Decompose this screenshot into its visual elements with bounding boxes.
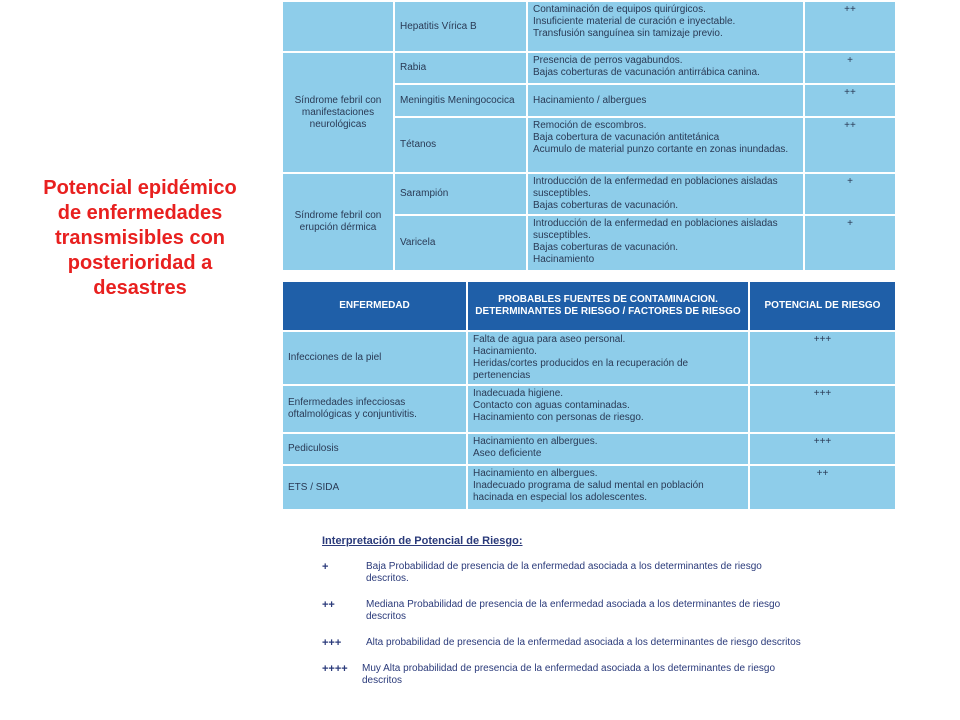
table-row	[282, 52, 896, 84]
legend-item	[322, 599, 802, 623]
disease-cell: Enfermedades infecciosas oftalmológicas y conjuntivitis.	[282, 385, 467, 433]
legend-item	[322, 561, 802, 585]
disease-cell: Infecciones de la piel	[282, 331, 467, 385]
table-row	[282, 331, 896, 385]
factors-cell: Falta de agua para aseo personal. Hacinamiento. Heridas/cortes producidos en la recuperación de pertenencias	[467, 331, 749, 385]
table-row	[282, 173, 896, 215]
table-row	[282, 465, 896, 510]
disease-cell: Meningitis Meningococica	[394, 84, 527, 117]
diseases-table-1	[281, 0, 897, 272]
legend-symbol: +	[322, 561, 329, 573]
factors-cell: Remoción de escombros. Baja cobertura de vacunación antitetánica Acumulo de material punzo cortante en zonas inundadas.	[527, 117, 804, 173]
legend-text: Baja Probabilidad de presencia de la enfermedad asociada a los determinantes de riesgo descritos.	[366, 561, 762, 584]
legend-item	[322, 663, 802, 687]
diseases-table-2	[281, 280, 897, 511]
risk-cell: +	[804, 52, 896, 84]
factors-cell: Introducción de la enfermedad en poblaciones aisladas susceptibles. Bajas coberturas de vacunación. Hacinamiento	[527, 215, 804, 271]
column-header: POTENCIAL DE RIESGO	[749, 281, 896, 331]
factors-cell: Introducción de la enfermedad en poblaciones aisladas susceptibles. Bajas coberturas de vacunación.	[527, 173, 804, 215]
factors-cell: Hacinamiento / albergues	[527, 84, 804, 117]
disease-cell: Rabia	[394, 52, 527, 84]
risk-cell: ++	[804, 84, 896, 117]
legend-text: Alta probabilidad de presencia de la enfermedad asociada a los determinantes de riesgo descritos	[366, 637, 801, 648]
factors-cell: Hacinamiento en albergues. Inadecuado programa de salud mental en población hacinada en especial los adolescentes.	[467, 465, 749, 510]
legend-text: Muy Alta probabilidad de presencia de la enfermedad asociada a los determinantes de riesgo descritos	[362, 663, 776, 686]
factors-cell: Hacinamiento en albergues. Aseo deficiente	[467, 433, 749, 465]
risk-legend	[322, 535, 802, 701]
table-row	[282, 433, 896, 465]
disease-cell: Hepatitis Vírica B	[394, 1, 527, 52]
syndrome-cell: Síndrome febril con erupción dérmica	[282, 173, 394, 271]
legend-symbol: ++++	[322, 663, 348, 675]
legend-text: Mediana Probabilidad de presencia de la enfermedad asociada a los determinantes de riesgo descritos	[366, 599, 781, 622]
disease-cell: Tétanos	[394, 117, 527, 173]
risk-cell: ++	[804, 117, 896, 173]
legend-title: Interpretación de Potencial de Riesgo:	[322, 535, 523, 547]
factors-cell: Presencia de perros vagabundos. Bajas coberturas de vacunación antirrábica canina.	[527, 52, 804, 84]
syndrome-cell: Síndrome febril con manifestaciones neurológicas	[282, 52, 394, 173]
risk-cell: +	[804, 173, 896, 215]
legend-item	[322, 637, 802, 649]
table-header-row	[282, 281, 896, 331]
column-header: ENFERMEDAD	[282, 281, 467, 331]
table-row	[282, 1, 896, 52]
risk-cell: +++	[749, 433, 896, 465]
table-row	[282, 385, 896, 433]
risk-cell: +++	[749, 385, 896, 433]
column-header: PROBABLES FUENTES DE CONTAMINACION. DETERMINANTES DE RIESGO / FACTORES DE RIESGO	[467, 281, 749, 331]
risk-cell: +	[804, 215, 896, 271]
legend-symbol: ++	[322, 599, 335, 611]
disease-cell: Varicela	[394, 215, 527, 271]
risk-cell: ++	[804, 1, 896, 52]
risk-cell: +++	[749, 331, 896, 385]
risk-cell: ++	[749, 465, 896, 510]
disease-cell: Pediculosis	[282, 433, 467, 465]
factors-cell: Inadecuada higiene. Contacto con aguas contaminadas. Hacinamiento con personas de riesgo.	[467, 385, 749, 433]
disease-cell: Sarampión	[394, 173, 527, 215]
factors-cell: Contaminación de equipos quirúrgicos. Insuficiente material de curación e inyectable. Transfusión sanguínea sin tamizaje previo.	[527, 1, 804, 52]
legend-symbol: +++	[322, 637, 342, 649]
syndrome-cell	[282, 1, 394, 52]
disease-cell: ETS / SIDA	[282, 465, 467, 510]
side-title: Potencial epidémico de enfermedades transmisibles con posterioridad a desastres	[43, 177, 237, 299]
